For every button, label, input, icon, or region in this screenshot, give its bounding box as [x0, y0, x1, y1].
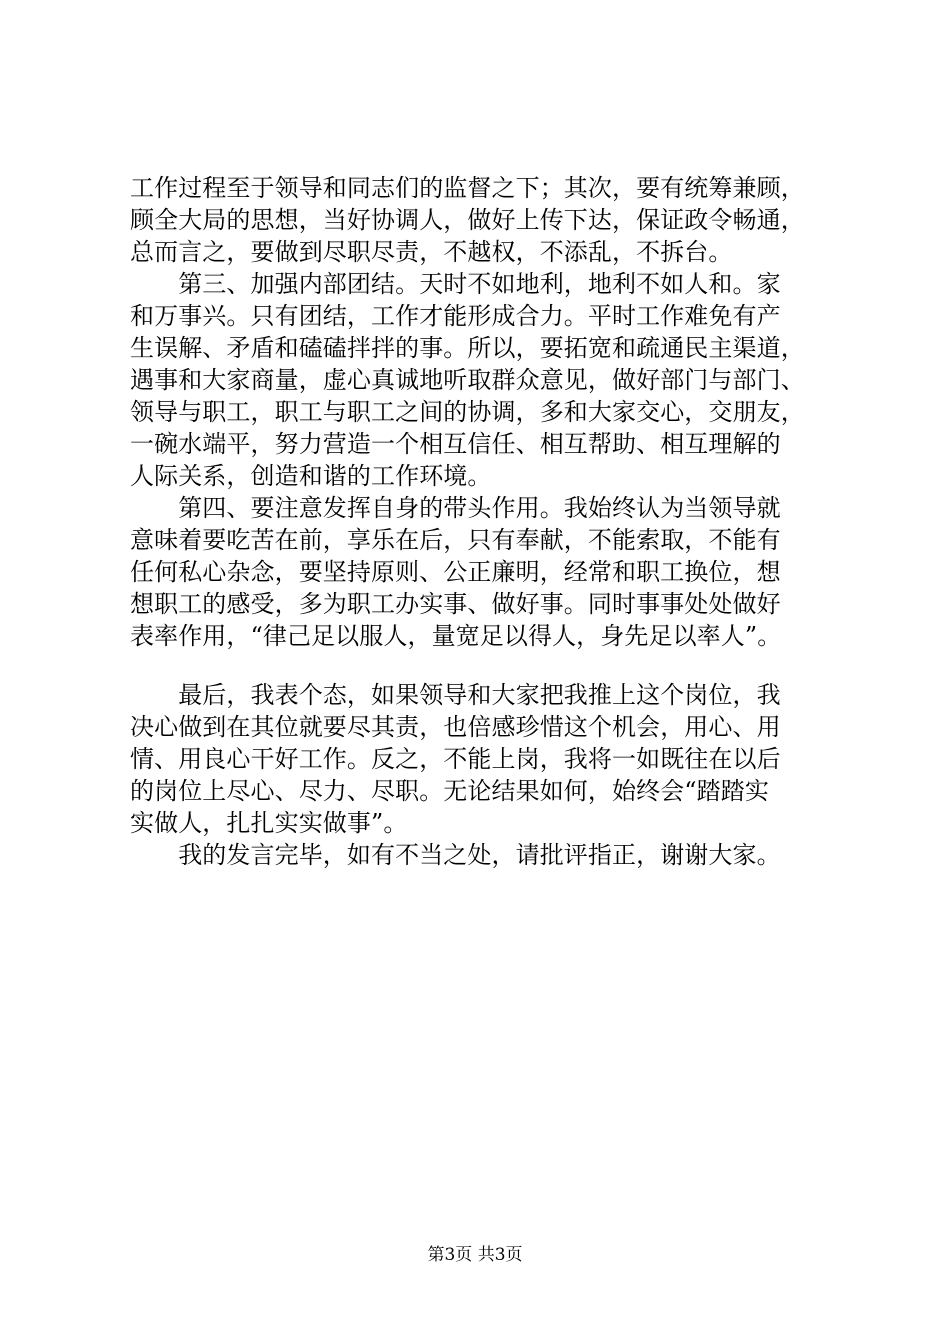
text-line: 决心做到在其位就要尽其责，也倍感珍惜这个机会，用心、用	[130, 713, 781, 741]
text-line: 人际关系，创造和谐的工作环境。	[130, 462, 492, 490]
text-line: 想职工的感受，多为职工办实事、做好事。同时事事处处做好	[130, 590, 781, 618]
text-line: 第四、要注意发挥自身的带头作用。我始终认为当领导就	[130, 494, 781, 522]
text-line: 生误解、矛盾和磕磕拌拌的事。所以，要拓宽和疏通民主渠道，	[130, 334, 805, 362]
text-line: 的岗位上尽心、尽力、尽职。无论结果如何，始终会“踏踏实	[130, 777, 769, 805]
document-body	[130, 172, 850, 871]
text-line: 意味着要吃苦在前，享乐在后，只有奉献，不能索取，不能有	[130, 526, 781, 554]
text-line: 表率作用，“律己足以服人，量宽足以得人，身先足以率人”。	[130, 622, 782, 650]
text-line: 工作过程至于领导和同志们的监督之下；其次，要有统筹兼顾，	[130, 174, 805, 202]
text-line: 我的发言完毕，如有不当之处，请批评指正，谢谢大家。	[130, 841, 781, 869]
text-line: 实做人，扎扎实实做事”。	[130, 809, 408, 837]
text-line: 和万事兴。只有团结，工作才能形成合力。平时工作难免有产	[130, 302, 781, 330]
text-line: 总而言之，要做到尽职尽责，不越权，不添乱，不拆台。	[130, 238, 733, 266]
paragraph-gap	[130, 652, 850, 679]
page-number-footer: 第3页 共3页	[427, 1245, 523, 1265]
text-line: 最后，我表个态，如果领导和大家把我推上这个岗位，我	[130, 681, 781, 709]
text-line: 第三、加强内部团结。天时不如地利，地利不如人和。家	[130, 270, 781, 298]
text-line: 领导与职工，职工与职工之间的协调，多和大家交心，交朋友，	[130, 398, 805, 426]
text-line: 顾全大局的思想，当好协调人，做好上传下达，保证政令畅通，	[130, 206, 805, 234]
text-line: 遇事和大家商量，虚心真诚地听取群众意见，做好部门与部门、	[130, 366, 805, 394]
text-line: 任何私心杂念，要坚持原则、公正廉明，经常和职工换位，想	[130, 558, 781, 586]
text-line: 情、用良心干好工作。反之，不能上岗，我将一如既往在以后	[130, 745, 781, 773]
text-line: 一碗水端平，努力营造一个相互信任、相互帮助、相互理解的	[130, 430, 781, 458]
